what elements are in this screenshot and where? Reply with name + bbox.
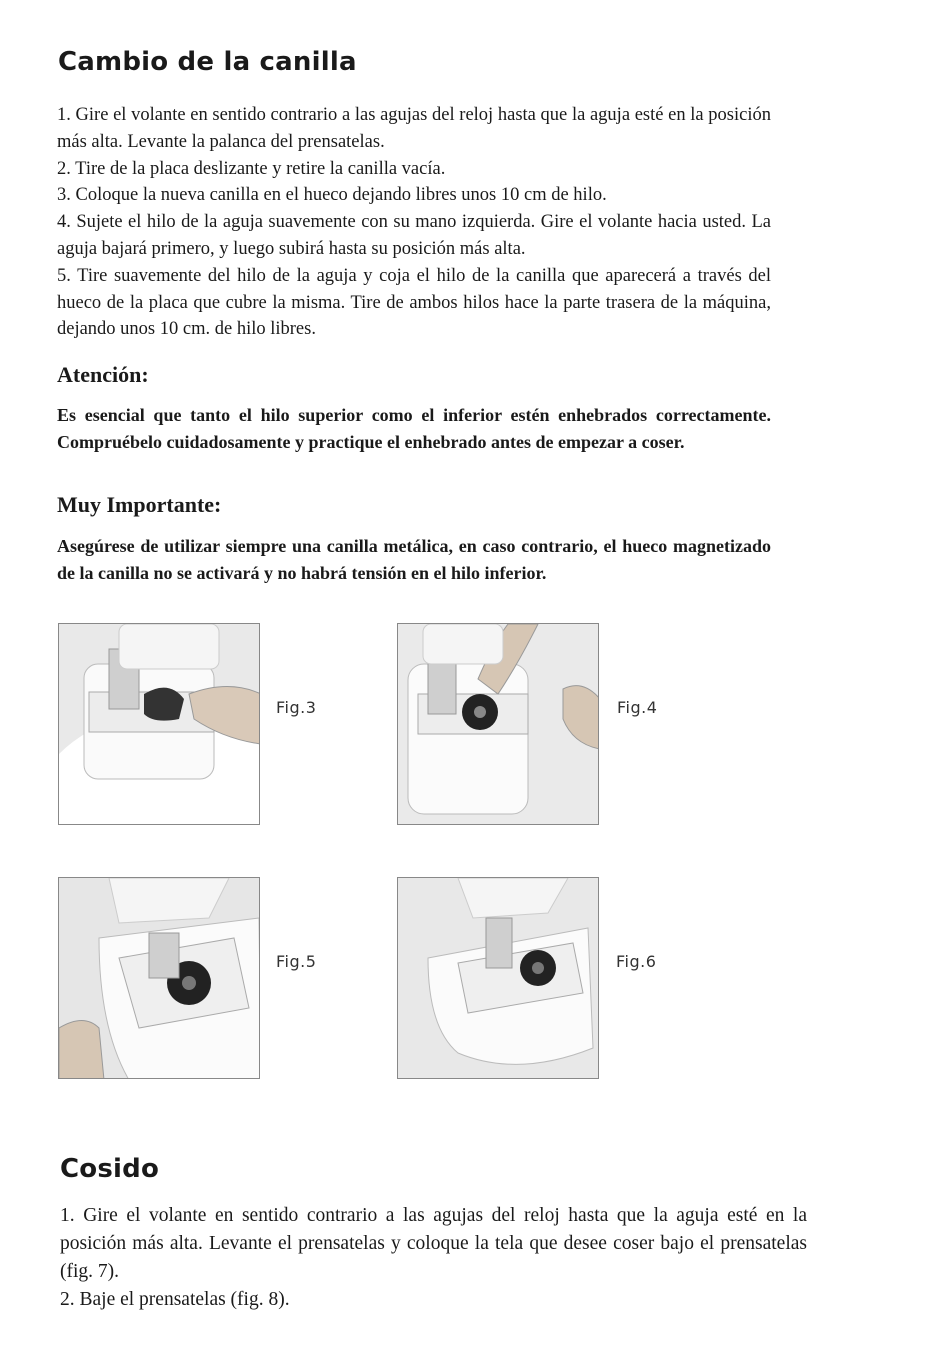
step-3: 3. Coloque la nueva canilla en el hueco dejando libres unos 10 cm de hilo. [57, 185, 607, 206]
sewing-step-2: 2. Baje el prensatelas (fig. 8). [60, 1289, 290, 1310]
step-1: 1. Gire el volante en sentido contrario a las agujas del reloj hasta que la aguja esté en la posición más alta. Levante la palanca del prensatelas. [57, 105, 771, 152]
figure-6-photo [397, 877, 599, 1079]
attention-heading: Atención: [57, 362, 149, 387]
bobbin-change-steps [57, 102, 771, 343]
section-title-bobbin-change: Cambio de la canilla [58, 47, 357, 77]
figure-3-photo [58, 623, 260, 825]
figure-4-photo [397, 623, 599, 825]
step-2: 2. Tire de la placa deslizante y retire la canilla vacía. [57, 158, 446, 179]
figure-6-label: Fig.6 [616, 952, 657, 971]
important-heading: Muy Importante: [57, 492, 222, 517]
sewing-steps [60, 1202, 807, 1314]
attention-text: Es esencial que tanto el hilo superior como el inferior estén enhebrados correctamente. Compruébelo cuidadosamente y practique el enhebrado antes de empezar a coser. [57, 405, 771, 452]
step-5: 5. Tire suavemente del hilo de la aguja y coja el hilo de la canilla que aparecerá a través del hueco de la placa que cubre la misma. Tire de ambos hilos hace la parte trasera de la máquina, dejando unos 10 cm. de hilo libres. [57, 265, 771, 340]
step-4: 4. Sujete el hilo de la aguja suavemente con su mano izquierda. Gire el volante hacia usted. La aguja bajará primero, y luego subirá hasta su posición más alta. [57, 212, 771, 259]
sewing-step-1: 1. Gire el volante en sentido contrario a las agujas del reloj hasta que la aguja esté en la posición más alta. Levante el prensatelas y coloque la tela que desee coser bajo el prensatelas (fig. 7). [60, 1205, 807, 1282]
figure-5-label: Fig.5 [276, 952, 317, 971]
section-title-sewing: Cosido [60, 1154, 160, 1184]
figure-5-photo [58, 877, 260, 1079]
figure-3-label: Fig.3 [276, 698, 317, 717]
important-text: Asegúrese de utilizar siempre una canilla metálica, en caso contrario, el hueco magnetizado de la canilla no se activará y no habrá tensión en el hilo inferior. [57, 536, 771, 583]
figure-4-label: Fig.4 [617, 698, 658, 717]
